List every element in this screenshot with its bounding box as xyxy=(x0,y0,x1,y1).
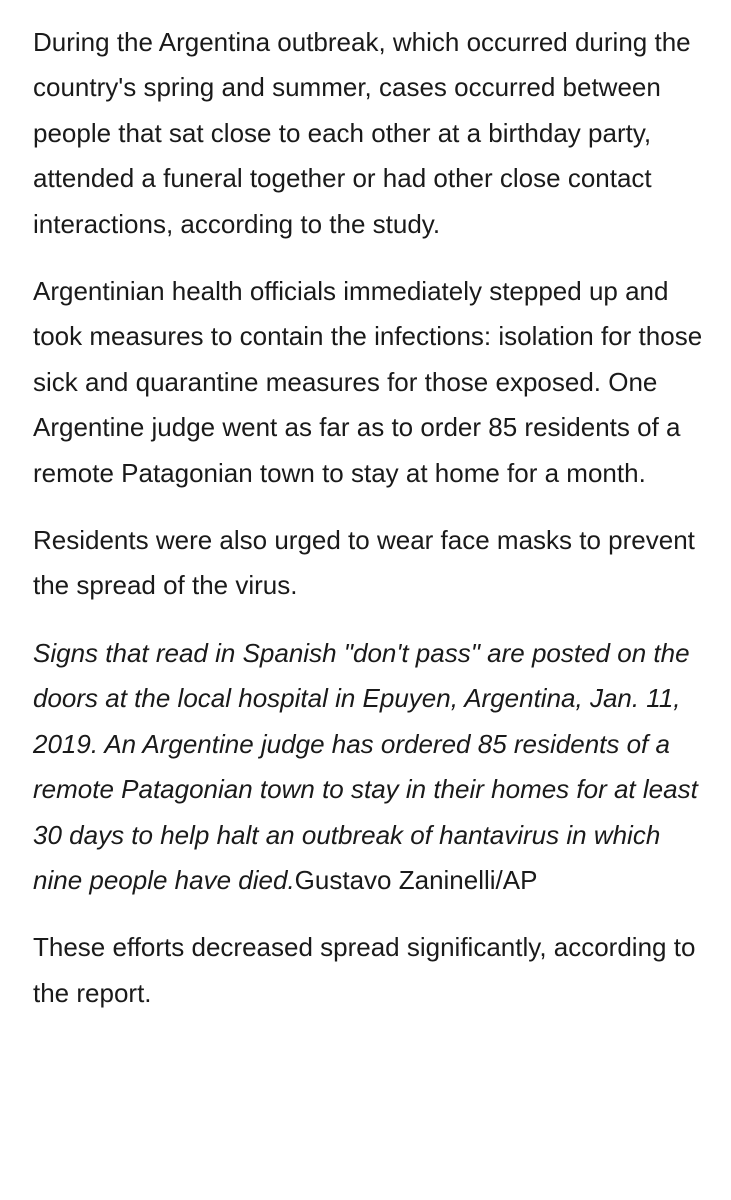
photo-credit: Gustavo Zaninelli/AP xyxy=(294,864,538,895)
photo-caption xyxy=(33,631,707,903)
article-paragraph-4: These efforts decreased spread significantly, according to the report. xyxy=(33,932,696,1008)
article-paragraph-3: Residents were also urged to wear face masks to prevent the spread of the virus. xyxy=(33,525,695,601)
caption-text: Signs that read in Spanish "don't pass" are posted on the doors at the local hospital in Epuyen, Argentina, Jan. 11, 2019. An Argentine judge has ordered 85 residents of a remote Patagonian town to stay in their homes for at least 30 days to help halt an outbreak of hantavirus in which nine people have died. xyxy=(33,637,698,895)
article-paragraph-1: During the Argentina outbreak, which occurred during the country's spring and summer, cases occurred between people that sat close to each other at a birthday party, attended a funeral together or had other close contact interactions, according to the study. xyxy=(33,27,691,239)
article-paragraph-2: Argentinian health officials immediately stepped up and took measures to contain the infections: isolation for those sick and quarantine measures for those exposed. One Argentine judge went as far as to order 85 residents of a remote Patagonian town to stay at home for a month. xyxy=(33,276,703,488)
